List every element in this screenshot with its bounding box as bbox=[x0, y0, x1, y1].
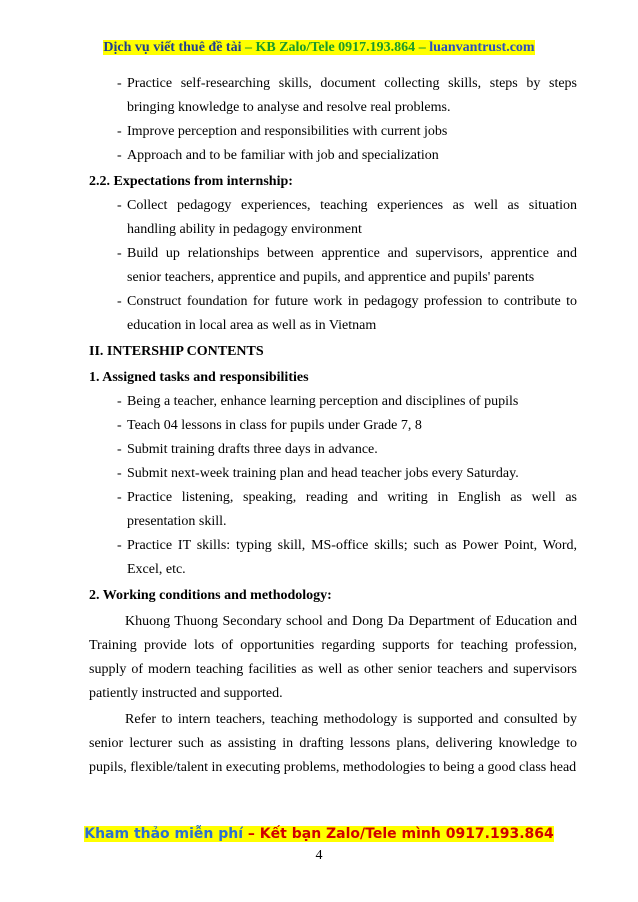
header-service-text: Dịch vụ viết thuê đề tài bbox=[103, 40, 242, 55]
list-item-text: Construct foundation for future work in pedagogy profession to contribute to education in local area as well as in Vietnam bbox=[127, 294, 577, 333]
bullet-dash: - bbox=[117, 538, 122, 553]
bullet-dash: - bbox=[117, 490, 122, 505]
page-footer-banner bbox=[0, 826, 638, 842]
list-item-text: Build up relationships between apprentice and supervisors, apprentice and senior teachers, apprentice and pupils, and apprentice and pupils' parents bbox=[127, 246, 577, 285]
list-item bbox=[89, 72, 577, 120]
page-header-banner bbox=[0, 40, 638, 56]
footer-contact-text: – Kết bạn Zalo/Tele mình 0917.193.864 bbox=[243, 826, 554, 842]
list-item-text: Submit training drafts three days in advance. bbox=[127, 442, 378, 457]
bullet-dash: - bbox=[117, 294, 122, 309]
list-item-text: Collect pedagogy experiences, teaching experiences as well as situation handling ability in pedagogy environment bbox=[127, 198, 577, 237]
header-contact-text: – KB Zalo/Tele 0917.193.864 bbox=[241, 40, 416, 55]
section-heading: II. INTERSHIP CONTENTS bbox=[89, 344, 264, 359]
body-paragraph: Khuong Thuong Secondary school and Dong Da Department of Education and Training provide lots of opportunities regarding supports for teaching profession, supply of modern teaching facilities as well as other senior teachers and supervisors patiently instructed and supported. bbox=[89, 614, 577, 701]
list-item-text: Improve perception and responsibilities with current jobs bbox=[127, 124, 448, 139]
list-item bbox=[89, 120, 577, 144]
section-heading: 2.2. Expectations from internship: bbox=[89, 174, 293, 189]
bullet-dash: - bbox=[117, 148, 122, 163]
list-item bbox=[89, 242, 577, 290]
list-item-text: Practice listening, speaking, reading and writing in English as well as presentation skill. bbox=[127, 490, 577, 529]
bullet-dash: - bbox=[117, 76, 122, 91]
list-item-text: Approach and to be familiar with job and specialization bbox=[127, 148, 439, 163]
header-website-link[interactable]: luanvantrust.com bbox=[429, 40, 535, 55]
list-item-text: Practice IT skills: typing skill, MS-office skills; such as Power Point, Word, Excel, etc. bbox=[127, 538, 577, 577]
document-body bbox=[89, 72, 577, 780]
list-item bbox=[89, 144, 577, 168]
section-heading: 1. Assigned tasks and responsibilities bbox=[89, 370, 309, 385]
list-item-text: Practice self-researching skills, document collecting skills, steps by steps bringing knowledge to analyse and resolve real problems. bbox=[127, 76, 577, 115]
bullet-dash: - bbox=[117, 124, 122, 139]
list-item-text: Teach 04 lessons in class for pupils under Grade 7, 8 bbox=[127, 418, 422, 433]
list-item-text: Submit next-week training plan and head teacher jobs every Saturday. bbox=[127, 466, 519, 481]
bullet-dash: - bbox=[117, 442, 122, 457]
list-item bbox=[89, 438, 577, 462]
list-item bbox=[89, 194, 577, 242]
bullet-dash: - bbox=[117, 394, 122, 409]
footer-free-reference-text: Kham thảo miễn phí bbox=[84, 826, 244, 842]
bullet-dash: - bbox=[117, 246, 122, 261]
list-item bbox=[89, 414, 577, 438]
section-heading: 2. Working conditions and methodology: bbox=[89, 588, 332, 603]
bullet-dash: - bbox=[117, 466, 122, 481]
page-number: 4 bbox=[315, 848, 323, 863]
bullet-dash: - bbox=[117, 198, 122, 213]
list-item-text: Being a teacher, enhance learning perception and disciplines of pupils bbox=[127, 394, 519, 409]
list-item bbox=[89, 462, 577, 486]
list-item bbox=[89, 486, 577, 534]
body-paragraph: Refer to intern teachers, teaching methodology is supported and consulted by senior lecturer such as assisting in drafting lessons plans, delivering knowledge to pupils, flexible/talent in executing problems, methodologies to being a good class head bbox=[89, 712, 577, 775]
list-item bbox=[89, 390, 577, 414]
header-separator: – bbox=[415, 40, 430, 55]
bullet-dash: - bbox=[117, 418, 122, 433]
list-item bbox=[89, 534, 577, 582]
list-item bbox=[89, 290, 577, 338]
